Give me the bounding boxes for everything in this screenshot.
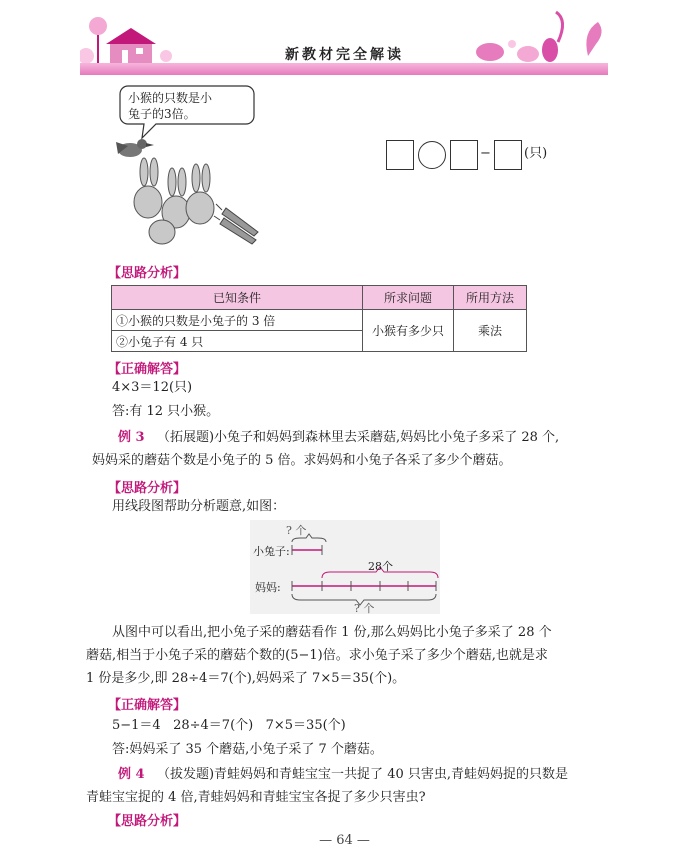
segment-diagram xyxy=(250,520,440,614)
illustration xyxy=(108,82,268,252)
answer1-calc: 4×3＝12(只) xyxy=(112,380,193,395)
example4-line1 xyxy=(118,765,568,785)
analysis-tag-1: 【思路分析】 xyxy=(108,266,187,281)
example3-text1: （拓展题)小兔子和妈妈到森林里去采蘑菇,妈妈比小兔子多采了 28 个, xyxy=(156,430,560,445)
diagram-bottom-q: ? 个 xyxy=(354,602,375,615)
analysis-tag-2: 【思路分析】 xyxy=(108,481,187,496)
carrots-icon xyxy=(214,204,258,244)
table-header-question: 所求问题 xyxy=(363,286,454,310)
operator-circle[interactable] xyxy=(418,141,446,169)
answer2-text: 答:妈妈采了 35 个蘑菇,小兔子采了 7 个蘑菇。 xyxy=(112,742,383,757)
diagram-top-q: ? 个 xyxy=(286,524,307,537)
example4-text1: （拔发题)青蛙妈妈和青蛙宝宝一共捉了 40 只害虫,青蛙妈妈捉的只数是 xyxy=(156,767,568,782)
equation-unit: (只) xyxy=(524,146,548,161)
header-bar xyxy=(80,63,608,75)
diagram-middle-value: 28个 xyxy=(368,560,393,573)
explanation-line3: 1 份是多少,即 28÷4＝7(个),妈妈采了 7×5＝35(个)。 xyxy=(86,671,406,686)
answer-box-1[interactable] xyxy=(386,140,414,170)
example3-line2: 妈妈采的蘑菇个数是小兔子的 5 倍。求妈妈和小兔子各采了多少个蘑菇。 xyxy=(92,453,512,468)
equals-sign: − xyxy=(480,146,491,161)
table-condition-2: ②小兔子有 4 只 xyxy=(112,331,363,352)
info-table xyxy=(111,285,527,352)
answer-tag-2: 【正确解答】 xyxy=(108,698,187,713)
explanation-line2: 蘑菇,相当于小兔子采的蘑菇个数的(5−1)倍。求小兔子采了多少个蘑菇,也就是求 xyxy=(86,648,548,663)
table-question: 小猴有多少只 xyxy=(363,310,454,352)
segment-diagram-lines xyxy=(250,520,440,614)
analysis-tag-3: 【思路分析】 xyxy=(108,814,187,829)
answer-box-3[interactable] xyxy=(494,140,522,170)
bubble-text-2: 兔子的3倍。 xyxy=(128,107,196,121)
diagram-rabbit-label: 小兔子: xyxy=(253,545,290,558)
explanation-line1: 从图中可以看出,把小兔子采的蘑菇看作 1 份,那么妈妈比小兔子多采了 28 个 xyxy=(112,625,552,640)
example3-line1 xyxy=(118,428,559,448)
table-header-conditions: 已知条件 xyxy=(112,286,363,310)
rabbit-group-icon xyxy=(134,158,214,244)
example4-label: 例 4 xyxy=(118,767,145,782)
example3-label: 例 3 xyxy=(118,430,145,445)
diagram-mother-label: 妈妈: xyxy=(255,581,281,594)
bird-icon xyxy=(116,139,154,157)
answer-tag-1: 【正确解答】 xyxy=(108,362,187,377)
answer1-text: 答:有 12 只小猴。 xyxy=(112,404,220,419)
table-header-method: 所用方法 xyxy=(454,286,527,310)
example4-line2: 青蛙宝宝捉的 4 倍,青蛙妈妈和青蛙宝宝各捉了多少只害虫? xyxy=(86,790,426,805)
analysis2-intro: 用线段图帮助分析题意,如图： xyxy=(112,499,286,514)
page-number: — 64 — xyxy=(319,833,370,848)
page-header-title: 新教材完全解读 xyxy=(285,47,404,63)
bubble-text-1: 小猴的只数是小 xyxy=(128,91,213,105)
table-condition-1: ①小猴的只数是小兔子的 3 倍 xyxy=(112,310,363,331)
table-method: 乘法 xyxy=(454,310,527,352)
answer-box-2[interactable] xyxy=(450,140,478,170)
answer2-calc: 5−1＝4 28÷4＝7(个) 7×5＝35(个) xyxy=(112,718,346,733)
